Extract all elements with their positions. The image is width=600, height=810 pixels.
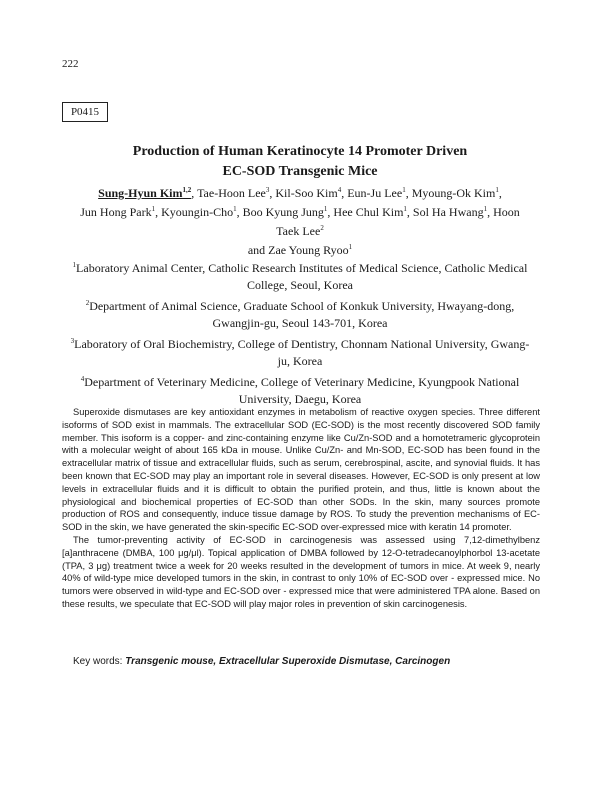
- author: Sol Ha Hwang$^1$: [412, 205, 488, 219]
- author: Eun-Ju Lee$^1$: [347, 186, 406, 200]
- affiliation: $^4$Department of Veterinary Medicine, College of Veterinary Medicine, Kyungpook National University, Daegu, Korea: [80, 375, 520, 406]
- affiliation: $^1$Laboratory Animal Center, Catholic Research Institutes of Medical Science, Catholic Medical College, Seoul, Korea: [72, 261, 528, 292]
- abstract-paragraph: Superoxide dismutases are key antioxidant enzymes in metabolism of reactive oxygen species. Three different isoforms of SOD exist in mammals. The extracellular SOD (EC-SOD) is the most recently discovered SOD family member. This isoform is a copper- and zinc-containing enzyme like Cu/Zn-SOD and a homotetrameric glycoprotein with a molecular weight of about 165 kDa in mouse. Unlike Cu/Zn- and Mn-SOD, EC-SOD has been found in the extracellular matrix of tissue and extracellular fluids, such as serum, cerebrospinal, ascite, and synovial fluids. It has been known that EC-SOD may play an important role in several diseases. However, EC-SOD is only present at low levels in extracellular fluids and it is difficult to obtain the purified protein, and thus, little is known about the physiological and biochemical properties of EC-SOD than other SODs. In the skin, many sources promote production of ROS and consequently, induce tissue damage by ROS. To study the prevention mechanisms of EC-SOD in the skin, we have generated the skin-specific EC-SOD over-expressed mice with keratin 14 promoter.: [62, 407, 540, 533]
- author-line: Jun Hong Park$^1$, Kyoungin-Cho$^1$, Boo Kyung Jung$^1$, Hee Chul Kim$^1$, Sol Ha Hwang$^1$, Hoon: [80, 205, 520, 219]
- author-line: and Zae Young Ryoo$^1$: [247, 243, 353, 257]
- author: Myoung-Ok Kim$^1$: [411, 186, 499, 200]
- title-line-1: Production of Human Keratinocyte 14 Promoter Driven: [132, 144, 468, 159]
- abstract-body: [62, 406, 540, 611]
- author: Jun Hong Park$^1$: [80, 205, 156, 219]
- author: Zae Young Ryoo$^1$: [268, 243, 353, 257]
- author: Kil-Soo Kim$^4$: [275, 186, 342, 200]
- author: Kyoungin-Cho$^1$: [161, 205, 237, 219]
- abstract-paragraph: The tumor-preventing activity of EC-SOD in carcinogenesis was assessed using 7,12-dimethylbenz [a]anthracene (DMBA, 100 μg/μl). Topical application of DMBA followed by 12-O-tetradecanoylphorbol 13-acetate (TPA, 3 μg) treatment twice a week for 20 weeks resulted in the development of tumors in mice. At week 9, nearly 40% of wild-type mice developed tumors in the skin, in contrast to only 10% of EC-SOD over - expressed mice. No tumors were observed in wild-type and EC-SOD over - expressed mice that were administered TPA alone. Based on these results, we speculate that EC-SOD will play major roles in prevention of skin carcinogenesis.: [62, 534, 540, 609]
- affiliation: $^3$Laboratory of Oral Biochemistry, College of Dentistry, Chonnam National University, Gwang-ju, Korea: [70, 337, 530, 368]
- keywords-label: Key words:: [73, 656, 123, 667]
- author-affiliation-mark: 1,2: [182, 186, 192, 194]
- author-line: Sung-Hyun Kim$^{1,2}$, Tae-Hoon Lee$^3$, Kil-Soo Kim$^4$, Eun-Ju Lee$^1$, Myoung-Ok Kim$^1$,: [98, 186, 502, 200]
- abstract-id-box: P0415: [62, 102, 108, 122]
- affiliation: $^2$Department of Animal Science, Graduate School of Konkuk University, Hwayang-dong, Gwangjin-gu, Seoul 143-701, Korea: [85, 299, 515, 330]
- author-list: [60, 184, 540, 260]
- author: Boo Kyung Jung$^1$: [242, 205, 328, 219]
- author: Hee Chul Kim$^1$: [333, 205, 407, 219]
- keywords: [62, 655, 540, 668]
- title-line-2: EC-SOD Transgenic Mice: [222, 164, 378, 179]
- author-name: Sung-Hyun Kim: [98, 186, 183, 200]
- keywords-terms: Transgenic mouse, Extracellular Superoxide Dismutase, Carcinogen: [125, 656, 451, 667]
- affiliation-list: [70, 260, 530, 412]
- author: Tae-Hoon Lee$^3$: [197, 186, 270, 200]
- author: Taek Lee$^2$: [276, 224, 324, 238]
- author-name-fragment: Hoon: [493, 205, 520, 219]
- author-line: [60, 222, 540, 241]
- page-number: 222: [62, 58, 79, 70]
- first-author: [98, 186, 191, 200]
